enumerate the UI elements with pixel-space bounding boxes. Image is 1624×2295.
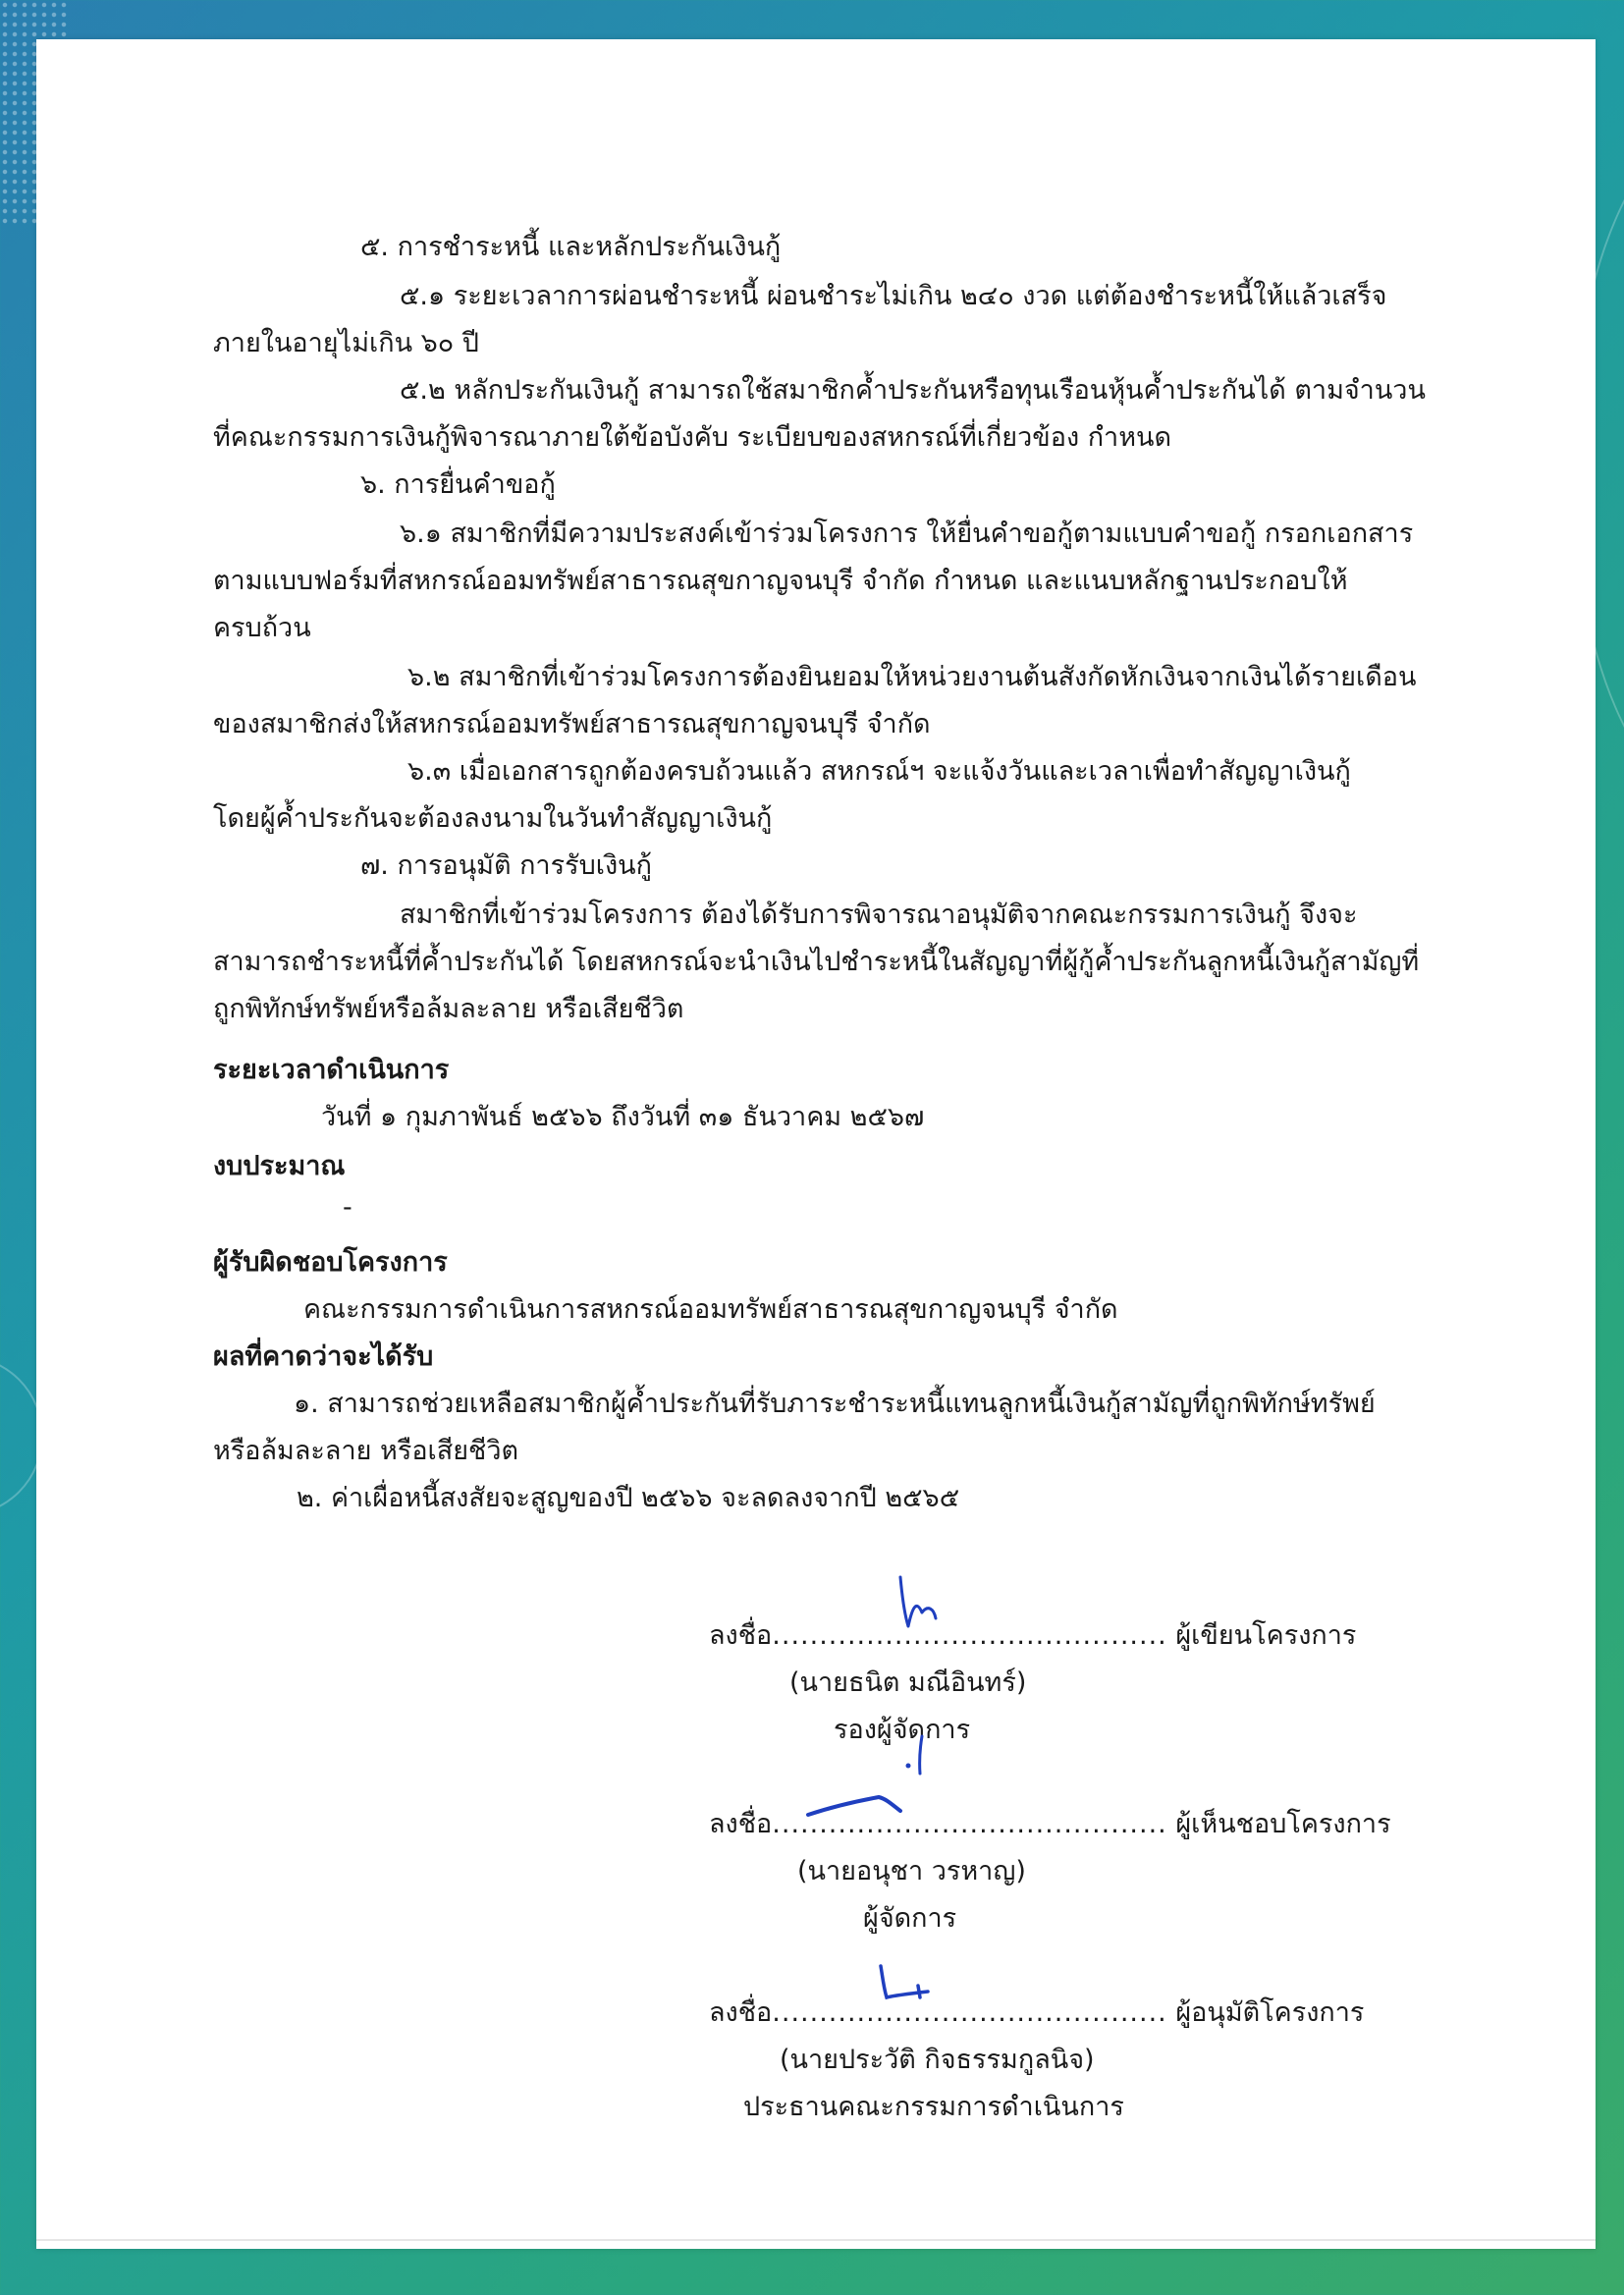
section6-item1-line1: ๖.๑ สมาชิกที่มีความประสงค์เข้าร่วมโครงการ ให้ยื่นคำขอกู้ตามแบบคำขอกู้ กรอกเอกสาร — [400, 519, 1414, 549]
period-heading: ระยะเวลาดำเนินการ — [213, 1055, 450, 1085]
section5-heading: ๕. การชำระหนี้ และหลักประกันเงินกู้ — [360, 232, 782, 262]
section5-item2-line1: ๕.๒ หลักประกันเงินกู้ สามารถใช้สมาชิกค้ำประกันหรือทุนเรือนหุ้นค้ำประกันได้ ตามจำนวน — [400, 375, 1426, 406]
page-bottom-rule — [36, 2239, 1596, 2241]
signature-mark-writer — [889, 1569, 947, 1638]
signature-mark-approver — [802, 1776, 910, 1825]
signature-line-writer — [709, 1612, 1356, 1660]
sign-role: ผู้เขียนโครงการ — [1175, 1620, 1357, 1651]
section6-item3-line2: โดยผู้ค้ำประกันจะต้องลงนามในวันทำสัญญาเงินกู้ — [213, 803, 773, 834]
section5-item1-line2: ภายในอายุไม่เกิน ๖๐ ปี — [213, 328, 479, 358]
section5-item2-line2: ที่คณะกรรมการเงินกู้พิจารณาภายใต้ข้อบังคับ ระเบียบของสหกรณ์ที่เกี่ยวข้อง กำหนด — [213, 422, 1172, 453]
expected-item1-line2: หรือล้มละลาย หรือเสียชีวิต — [213, 1436, 519, 1466]
section6-heading: ๖. การยื่นคำขอกู้ — [360, 469, 556, 500]
budget-heading: งบประมาณ — [213, 1151, 346, 1181]
signature-line-authorizer — [709, 1990, 1364, 2037]
signature-mark-authorizer — [871, 1958, 949, 2007]
sign-role: ผู้อนุมัติโครงการ — [1175, 1997, 1365, 2028]
section6-item1-line2: ตามแบบฟอร์มที่สหกรณ์ออมทรัพย์สาธารณสุขกาญจนบุรี จำกัด กำหนด และแนบหลักฐานประกอบให้ — [213, 566, 1348, 596]
period-text: วันที่ ๑ กุมภาพันธ์ ๒๕๖๖ ถึงวันที่ ๓๑ ธันวาคม ๒๕๖๗ — [321, 1102, 925, 1132]
sign-role: ผู้เห็นชอบโครงการ — [1175, 1809, 1391, 1839]
section7-line1: สมาชิกที่เข้าร่วมโครงการ ต้องได้รับการพิจารณาอนุมัติจากคณะกรรมการเงินกู้ จึงจะ — [400, 900, 1358, 930]
sign-dots: .......................................... — [772, 1997, 1167, 2028]
sign-dots: .......................................... — [772, 1809, 1167, 1839]
signer-position-approver: ผู้จัดการ — [863, 1903, 957, 1934]
section7-line3: ถูกพิทักษ์ทรัพย์หรือล้มละลาย หรือเสียชีวิต — [213, 994, 684, 1024]
section6-item2-line2: ของสมาชิกส่งให้สหกรณ์ออมทรัพย์สาธารณสุขกาญจนบุรี จำกัด — [213, 709, 931, 739]
section6-item2-line1: ๖.๒ สมาชิกที่เข้าร่วมโครงการต้องยินยอมให้หน่วยงานต้นสังกัดหักเงินจากเงินได้รายเดือน — [407, 662, 1417, 692]
sign-prefix: ลงชื่อ — [709, 1620, 773, 1651]
expected-item2: ๒. ค่าเผื่อหนี้สงสัยจะสูญของปี ๒๕๖๖ จะลดลงจากปี ๒๕๖๕ — [297, 1483, 960, 1513]
signer-position-writer: รองผู้จัดการ — [834, 1715, 971, 1745]
signer-name-approver: (นายอนุชา วรหาญ) — [797, 1856, 1026, 1886]
section6-item1-line3: ครบถ้วน — [213, 613, 311, 643]
responsible-text: คณะกรรมการดำเนินการสหกรณ์ออมทรัพย์สาธารณสุขกาญจนบุรี จำกัด — [303, 1294, 1118, 1325]
document-page — [36, 39, 1596, 2249]
budget-text: - — [343, 1192, 352, 1223]
section6-item3-line1: ๖.๓ เมื่อเอกสารถูกต้องครบถ้วนแล้ว สหกรณ์ฯ จะแจ้งวันและเวลาเพื่อทำสัญญาเงินกู้ — [407, 756, 1351, 787]
document-body — [36, 39, 1596, 2249]
signer-position-authorizer: ประธานคณะกรรมการดำเนินการ — [743, 2092, 1124, 2122]
signer-name-authorizer: (นายประวัติ กิจธรรมกูลนิจ) — [780, 2045, 1095, 2075]
section5-item1-line1: ๕.๑ ระยะเวลาการผ่อนชำระหนี้ ผ่อนชำระไม่เกิน ๒๔๐ งวด แต่ต้องชำระหนี้ให้แล้วเสร็จ — [400, 281, 1387, 311]
section7-line2: สามารถชำระหนี้ที่ค้ำประกันได้ โดยสหกรณ์จะนำเงินไปชำระหนี้ในสัญญาที่ผู้กู้ค้ำประกันลูกหนี้เงินกู้สามัญที่ — [213, 947, 1420, 977]
expected-item1-line1: ๑. สามารถช่วยเหลือสมาชิกผู้ค้ำประกันที่รับภาระชำระหนี้แทนลูกหนี้เงินกู้สามัญที่ถูกพิทักษ์ทรัพย์ — [294, 1389, 1376, 1419]
sign-prefix: ลงชื่อ — [709, 1809, 773, 1839]
responsible-heading: ผู้รับผิดชอบโครงการ — [213, 1247, 448, 1278]
sign-prefix: ลงชื่อ — [709, 1997, 773, 2028]
signer-name-writer: (นายธนิต มณีอินทร์) — [789, 1667, 1027, 1698]
signature-mark-approver-top — [900, 1730, 940, 1779]
section7-heading: ๗. การอนุมัติ การรับเงินกู้ — [360, 850, 652, 881]
sign-dots: .......................................... — [772, 1620, 1167, 1651]
expected-heading: ผลที่คาดว่าจะได้รับ — [213, 1341, 434, 1372]
